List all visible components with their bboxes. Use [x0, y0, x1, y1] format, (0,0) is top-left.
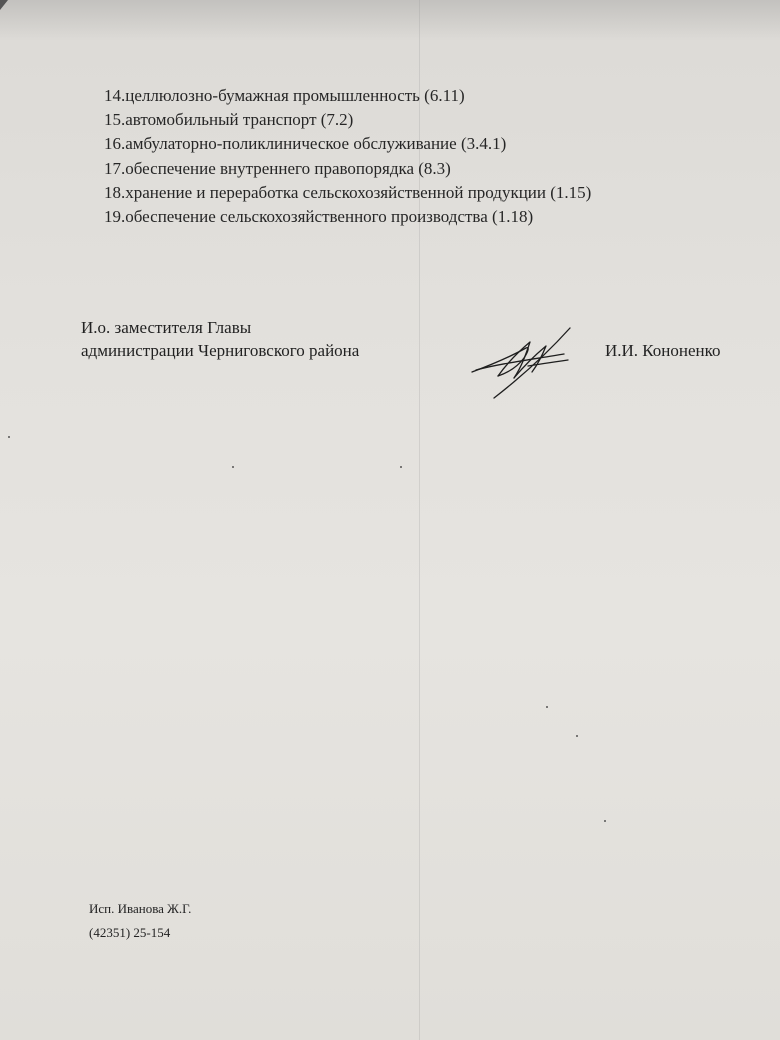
signatory-title-line-2: администрации Черниговского района [81, 341, 360, 360]
page-top-shadow [0, 0, 780, 40]
permitted-use-list [104, 84, 591, 229]
list-item: 15.автомобильный транспорт (7.2) [104, 110, 354, 130]
signatory-name: И.И. Кононенко [605, 341, 721, 360]
executor-block [89, 897, 191, 945]
paper-speck [8, 436, 10, 438]
list-item: 17.обеспечение внутреннего правопорядка (8.3) [104, 158, 451, 178]
executor-name: Исп. Иванова Ж.Г. [89, 901, 192, 916]
list-item: 16.амбулаторно-поликлиническое обслуживание (3.4.1) [104, 134, 507, 154]
paper-speck [232, 466, 234, 468]
paper-speck [604, 820, 606, 822]
list-item: 19.обеспечение сельскохозяйственного производства (1.18) [104, 207, 534, 227]
list-item: 14.целлюлозно-бумажная промышленность (6.11) [104, 86, 465, 105]
signatory-title [81, 316, 359, 362]
paper-speck [576, 735, 578, 737]
paper-speck [400, 466, 402, 468]
handwritten-signature [468, 322, 578, 402]
signatory-title-line-1: И.о. заместителя Главы [81, 318, 252, 337]
paper-speck [546, 706, 548, 708]
executor-phone: (42351) 25-154 [89, 925, 171, 940]
list-item: 18.хранение и переработка сельскохозяйственной продукции (1.15) [104, 182, 592, 202]
page-corner-mark [0, 0, 8, 10]
